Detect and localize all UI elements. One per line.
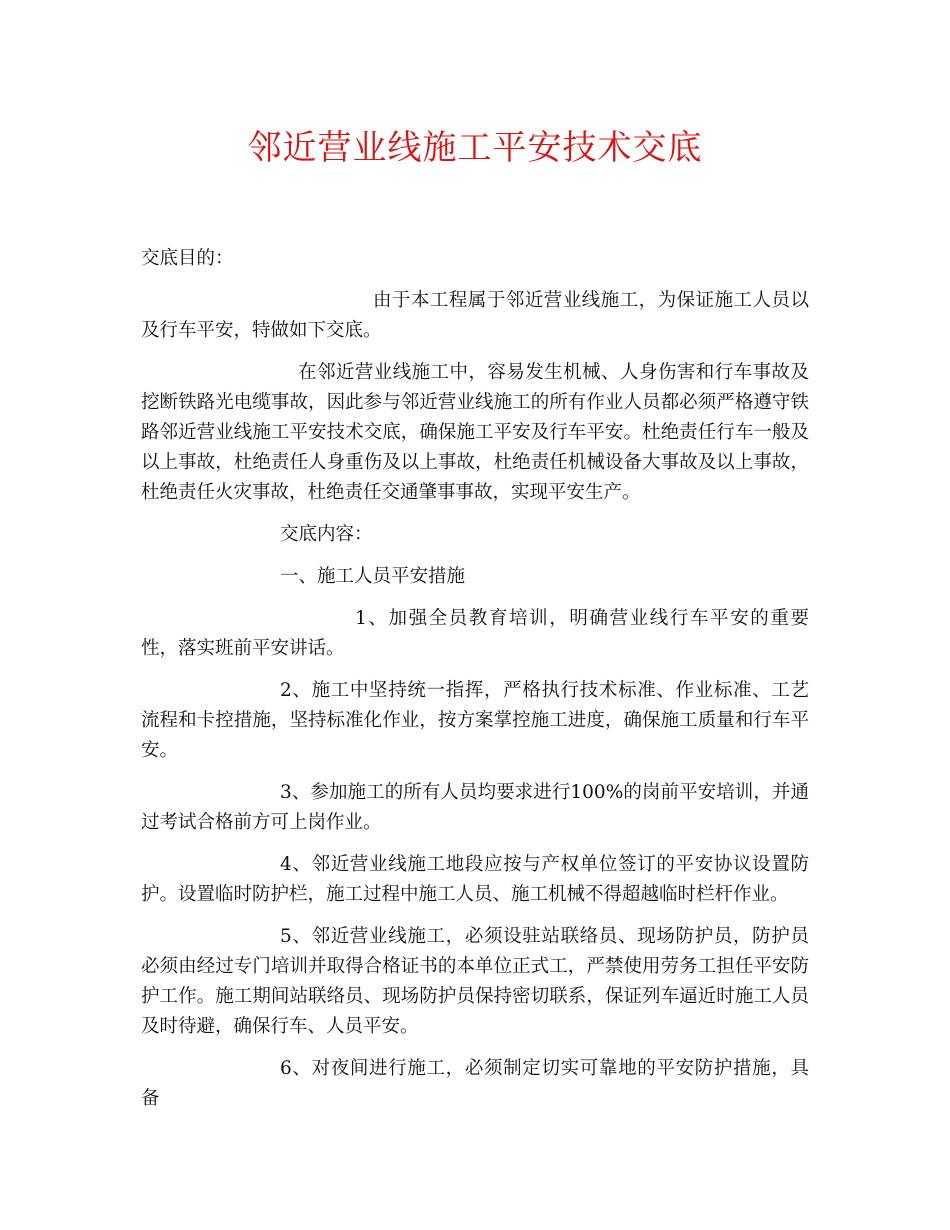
list-item: 2、施工中坚持统一指挥，严格执行技术标准、作业标准、工艺流程和卡控措施，坚持标准化作业，按方案掌控施工进度，确保施工质量和行车平安。 bbox=[141, 680, 809, 761]
document-title: 邻近营业线施工平安技术交底 bbox=[247, 128, 703, 168]
document-body bbox=[141, 244, 809, 1114]
paragraph: 由于本工程属于邻近营业线施工，为保证施工人员以及行车平安，特做如下交底。 bbox=[141, 290, 809, 341]
list-item: 5、邻近营业线施工，必须设驻站联络员、现场防护员，防护员必须由经过专门培训并取得合格证书的本单位正式工，严禁使用劳务工担任平安防护工作。施工期间站联络员、现场防护员保持密切联系，保证列车逼近时施工人员及时待避，确保行车、人员平安。 bbox=[141, 926, 809, 1037]
list-item: 1、加强全员教育培训，明确营业线行车平安的重要性，落实班前平安讲话。 bbox=[141, 608, 809, 659]
list-item: 6、对夜间进行施工，必须制定切实可靠地的平安防护措施，具备 bbox=[141, 1058, 809, 1109]
list-item: 4、邻近营业线施工地段应按与产权单位签订的平安协议设置防护。设置临时防护栏，施工过程中施工人员、施工机械不得超越临时栏杆作业。 bbox=[141, 854, 809, 905]
content-heading: 交底内容： bbox=[280, 524, 373, 545]
section-heading: 一、施工人员平安措施 bbox=[280, 566, 466, 587]
paragraph: 在邻近营业线施工中，容易发生机械、人身伤害和行车事故及挖断铁路光电缆事故，因此参与邻近营业线施工的所有作业人员都必须严格遵守铁路邻近营业线施工平安技术交底，确保施工平安及行车平安。杜绝责任行车一般及以上事故，杜绝责任人身重伤及以上事故，杜绝责任机械设备大事故及以上事故，杜绝责任火灾事故，杜绝责任交通肇事事故，实现平安生产。 bbox=[141, 362, 809, 503]
purpose-heading: 交底目的： bbox=[141, 248, 234, 269]
list-item: 3、参加施工的所有人员均要求进行100%的岗前平安培训，并通过考试合格前方可上岗作业。 bbox=[141, 782, 809, 833]
